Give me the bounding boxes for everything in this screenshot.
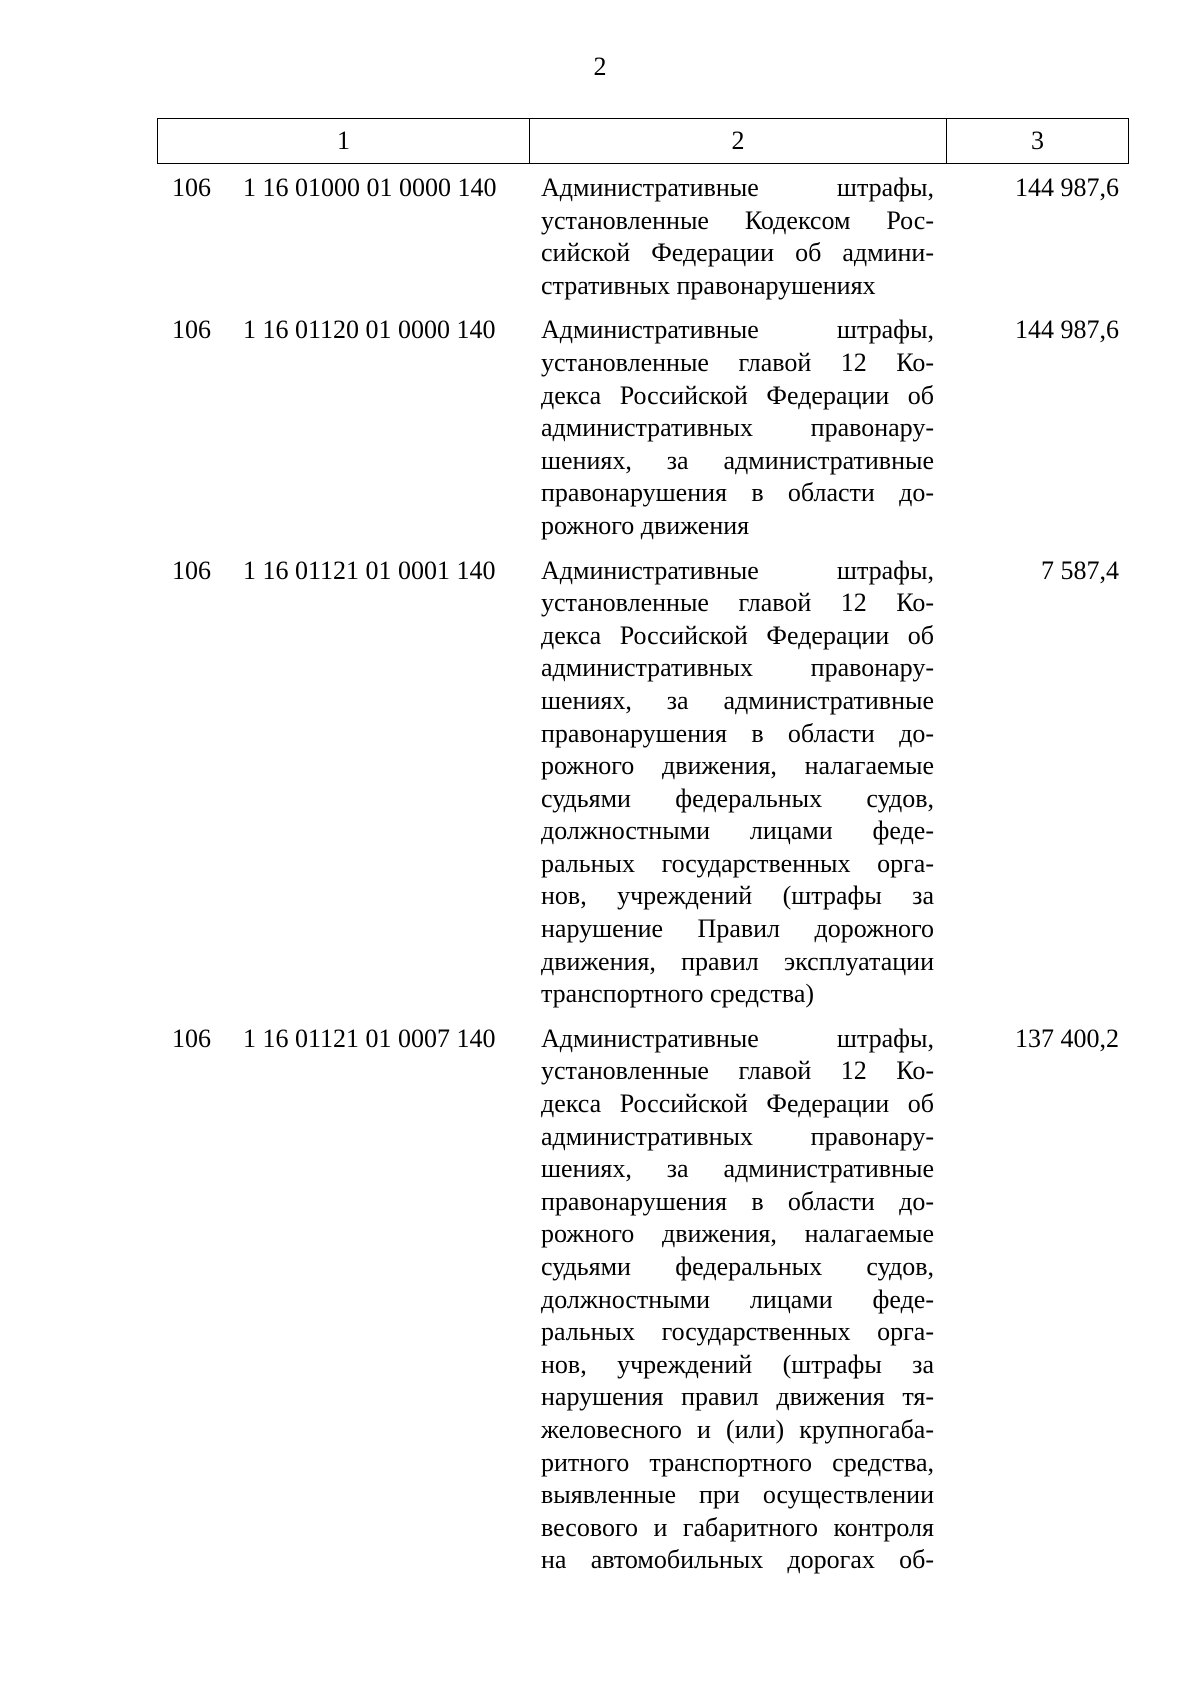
budget-classification-code: 1 16 01000 01 0000 140 bbox=[243, 173, 497, 202]
column-header-3: 3 bbox=[1031, 126, 1044, 155]
revenue-name-line: выявленные при осуществлении bbox=[541, 1480, 934, 1510]
revenue-name-line: декса Российской Федерации об bbox=[541, 620, 934, 650]
table-body bbox=[157, 172, 1129, 1589]
revenue-name-line: правонарушения в области до- bbox=[541, 718, 934, 748]
admin-code: 106 bbox=[172, 555, 211, 585]
revenue-name-line: Административные штрафы, bbox=[541, 315, 934, 345]
revenue-name-line: сийской Федерации об админи- bbox=[541, 238, 934, 268]
table-row bbox=[157, 172, 1129, 302]
revenue-name-line: транспортного средства) bbox=[541, 979, 815, 1009]
revenue-name-line: движения, правил эксплуатации bbox=[541, 946, 934, 976]
budget-classification-code: 1 16 01121 01 0001 140 bbox=[243, 555, 496, 585]
revenue-name-line: шениях, за административные bbox=[541, 685, 934, 715]
revenue-name-line: установленные главой 12 Ко- bbox=[541, 1056, 934, 1086]
revenue-name-line: рожного движения bbox=[541, 510, 750, 540]
revenue-name-line: нарушения правил движения тя- bbox=[541, 1382, 934, 1412]
table-row bbox=[157, 314, 1129, 542]
amount: 137 400,2 bbox=[1015, 1023, 1119, 1053]
revenue-name-line: ральных государственных орга- bbox=[541, 1317, 934, 1347]
revenue-name bbox=[541, 314, 934, 542]
budget-classification-code: 1 16 01121 01 0007 140 bbox=[243, 1023, 496, 1053]
revenue-name-line: Административные штрафы, bbox=[541, 173, 934, 202]
budget-classification-code: 1 16 01120 01 0000 140 bbox=[243, 315, 496, 345]
admin-code: 106 bbox=[172, 1023, 211, 1053]
revenue-name-line: правонарушения в области до- bbox=[541, 478, 934, 508]
revenue-name-line: шениях, за административные bbox=[541, 445, 934, 475]
revenue-name-line: на автомобильных дорогах об- bbox=[541, 1545, 934, 1575]
table-row bbox=[157, 555, 1129, 1011]
revenue-name-line: Административные штрафы, bbox=[541, 555, 934, 585]
page-number: 2 bbox=[593, 52, 607, 81]
revenue-name-line: правонарушения в области до- bbox=[541, 1186, 934, 1216]
revenue-name-line: стративных правонарушениях bbox=[541, 270, 876, 300]
revenue-name-line: рожного движения, налагаемые bbox=[541, 1219, 934, 1249]
revenue-name-line: ритного транспортного средства, bbox=[541, 1447, 934, 1477]
revenue-name-line: административных правонару- bbox=[541, 1121, 934, 1151]
revenue-name bbox=[541, 1023, 934, 1577]
revenue-name-line: судьями федеральных судов, bbox=[541, 783, 934, 813]
revenue-name-line: нов, учреждений (штрафы за bbox=[541, 1349, 934, 1379]
amount: 144 987,6 bbox=[1015, 173, 1119, 202]
revenue-name-line: ральных государственных орга- bbox=[541, 848, 934, 878]
table-header bbox=[157, 118, 1129, 164]
revenue-name-line: желовесного и (или) крупногаба- bbox=[541, 1414, 934, 1444]
revenue-name-line: декса Российской Федерации об bbox=[541, 380, 934, 410]
revenue-name bbox=[541, 555, 934, 1011]
amount: 7 587,4 bbox=[1041, 555, 1119, 585]
column-header-1: 1 bbox=[158, 119, 530, 163]
revenue-name-line: должностными лицами феде- bbox=[541, 816, 934, 846]
revenue-name-line: судьями федеральных судов, bbox=[541, 1252, 934, 1281]
revenue-name-line: рожного движения, налагаемые bbox=[541, 751, 934, 781]
revenue-name-line: установленные главой 12 Ко- bbox=[541, 588, 934, 618]
revenue-name-line: шениях, за административные bbox=[541, 1154, 934, 1184]
revenue-name-line: нарушение Правил дорожного bbox=[541, 914, 934, 944]
table-row bbox=[157, 1023, 1129, 1577]
admin-code: 106 bbox=[172, 315, 211, 345]
revenue-name-line: Административные штрафы, bbox=[541, 1023, 934, 1053]
column-header-2: 2 bbox=[530, 119, 947, 163]
revenue-name bbox=[541, 172, 934, 302]
revenue-name-line: административных правонару- bbox=[541, 653, 934, 683]
revenue-name-line: декса Российской Федерации об bbox=[541, 1089, 934, 1119]
revenue-name-line: установленные Кодексом Рос- bbox=[541, 205, 934, 235]
revenue-name-line: должностными лицами феде- bbox=[541, 1284, 934, 1314]
revenue-name-line: административных правонару- bbox=[541, 413, 934, 443]
revenue-name-line: нов, учреждений (штрафы за bbox=[541, 881, 934, 911]
revenue-name-line: весового и габаритного контроля bbox=[541, 1512, 934, 1542]
amount: 144 987,6 bbox=[1015, 315, 1119, 345]
admin-code: 106 bbox=[172, 173, 211, 202]
revenue-name-line: установленные главой 12 Ко- bbox=[541, 347, 934, 377]
